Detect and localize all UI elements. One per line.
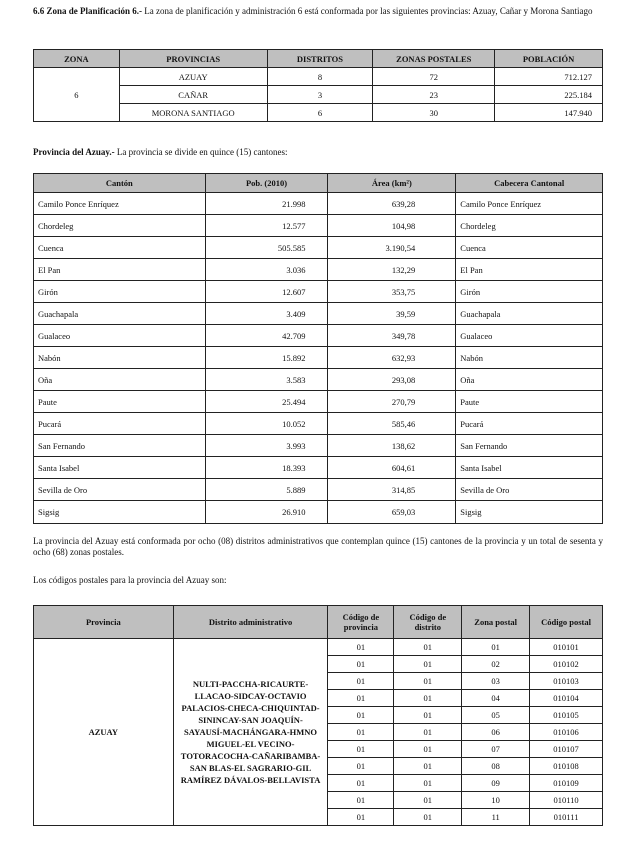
table-row: [34, 325, 603, 347]
canton-cell: Cuenca: [34, 237, 206, 259]
codigo-postal-cell: 010110: [530, 792, 603, 809]
poblacion-cell: 5.889: [205, 479, 328, 501]
zona-postal-cell: 07: [462, 741, 530, 758]
codigo-postal-cell: 010109: [530, 775, 603, 792]
area-cell: 639,28: [328, 193, 456, 215]
codigo-provincia-cell: 01: [328, 809, 394, 826]
canton-cell: Girón: [34, 281, 206, 303]
canton-cell: Paute: [34, 391, 206, 413]
codigo-distrito-cell: 01: [394, 809, 462, 826]
zona-postal-cell: 01: [462, 639, 530, 656]
area-cell: 604,61: [328, 457, 456, 479]
cabecera-cell: Gualaceo: [456, 325, 603, 347]
area-cell: 138,62: [328, 435, 456, 457]
cantones-table-header: [34, 174, 603, 193]
table-row: [34, 68, 603, 86]
table-row: [34, 303, 603, 325]
area-cell: 632,93: [328, 347, 456, 369]
cabecera-cell: Oña: [456, 369, 603, 391]
zona-postal-cell: 10: [462, 792, 530, 809]
area-cell: 585,46: [328, 413, 456, 435]
codigo-postal-cell: 010111: [530, 809, 603, 826]
zona-postal-cell: 04: [462, 690, 530, 707]
canton-cell: Chordeleg: [34, 215, 206, 237]
zonas-postales-cell: 72: [373, 68, 495, 86]
codigo-distrito-cell: 01: [394, 673, 462, 690]
canton-cell: Camilo Ponce Enríquez: [34, 193, 206, 215]
poblacion-cell: 12.577: [205, 215, 328, 237]
zona-postal-cell: 06: [462, 724, 530, 741]
cabecera-cell: Santa Isabel: [456, 457, 603, 479]
table-row: [34, 86, 603, 104]
zona-postal-cell: 02: [462, 656, 530, 673]
canton-cell: Nabón: [34, 347, 206, 369]
codigo-provincia-cell: 01: [328, 639, 394, 656]
provincia-cell: CAÑAR: [119, 86, 267, 104]
codigo-postal-cell: 010107: [530, 741, 603, 758]
cantones-body: [34, 193, 603, 524]
codigo-postal-cell: 010106: [530, 724, 603, 741]
codigo-provincia-cell: 01: [328, 758, 394, 775]
azuay-intro-paragraph: [33, 147, 288, 158]
codigo-distrito-cell: 01: [394, 758, 462, 775]
codigo-distrito-cell: 01: [394, 707, 462, 724]
poblacion-cell: 21.998: [205, 193, 328, 215]
area-cell: 293,08: [328, 369, 456, 391]
cabecera-cell: Guachapala: [456, 303, 603, 325]
area-cell: 132,29: [328, 259, 456, 281]
codigo-provincia-cell: 01: [328, 656, 394, 673]
provincia-cell: MORONA SANTIAGO: [119, 104, 267, 122]
table-row: [34, 413, 603, 435]
header-cell: Cabecera Cantonal: [456, 174, 603, 193]
cabecera-cell: Camilo Ponce Enríquez: [456, 193, 603, 215]
codigo-distrito-cell: 01: [394, 775, 462, 792]
header-cell: PROVINCIAS: [119, 50, 267, 68]
canton-cell: Guachapala: [34, 303, 206, 325]
table-row: [34, 457, 603, 479]
codigo-provincia-cell: 01: [328, 741, 394, 758]
poblacion-cell: 3.409: [205, 303, 328, 325]
zonas-postales-cell: 30: [373, 104, 495, 122]
header-cell: Zona postal: [462, 606, 530, 639]
codigo-postal-cell: 010105: [530, 707, 603, 724]
poblacion-cell: 10.052: [205, 413, 328, 435]
poblacion-cell: 712.127: [495, 68, 603, 86]
poblacion-cell: 225.184: [495, 86, 603, 104]
table-row: [34, 237, 603, 259]
codigo-postal-cell: 010104: [530, 690, 603, 707]
poblacion-cell: 18.393: [205, 457, 328, 479]
codigo-postal-cell: 010101: [530, 639, 603, 656]
zona-cell: 6: [34, 68, 120, 122]
header-cell: Pob. (2010): [205, 174, 328, 193]
table-row: [34, 435, 603, 457]
table-row: [34, 391, 603, 413]
zona-postal-cell: 09: [462, 775, 530, 792]
table-row: [34, 259, 603, 281]
cabecera-cell: Sigsig: [456, 501, 603, 524]
area-cell: 314,85: [328, 479, 456, 501]
area-cell: 659,03: [328, 501, 456, 524]
codigos-postales-table: [33, 605, 603, 826]
poblacion-cell: 147.940: [495, 104, 603, 122]
canton-cell: Gualaceo: [34, 325, 206, 347]
header-cell: Provincia: [34, 606, 174, 639]
poblacion-cell: 3.036: [205, 259, 328, 281]
intro-paragraph: [33, 6, 598, 17]
table-row: [34, 104, 603, 122]
codigo-distrito-cell: 01: [394, 690, 462, 707]
poblacion-cell: 42.709: [205, 325, 328, 347]
cabecera-cell: Girón: [456, 281, 603, 303]
poblacion-cell: 12.607: [205, 281, 328, 303]
poblacion-cell: 3.993: [205, 435, 328, 457]
codigo-distrito-cell: 01: [394, 741, 462, 758]
codigo-distrito-cell: 01: [394, 656, 462, 673]
canton-cell: Pucará: [34, 413, 206, 435]
cabecera-cell: Pucará: [456, 413, 603, 435]
provincia-cell: AZUAY: [119, 68, 267, 86]
poblacion-cell: 25.494: [205, 391, 328, 413]
cabecera-cell: Cuenca: [456, 237, 603, 259]
zona-postal-cell: 03: [462, 673, 530, 690]
header-cell: Código de provincia: [328, 606, 394, 639]
distritos-paragraph: La provincia del Azuay está conformada por ocho (08) distritos administrativos que contemplan quince (15) cantones de la provincia y un total de sesenta y ocho (68) zonas postales.: [33, 536, 603, 557]
canton-cell: Oña: [34, 369, 206, 391]
poblacion-cell: 3.583: [205, 369, 328, 391]
distritos-cell: 6: [267, 104, 373, 122]
header-cell: ZONA: [34, 50, 120, 68]
poblacion-cell: 26.910: [205, 501, 328, 524]
codigo-distrito-cell: 01: [394, 792, 462, 809]
area-cell: 3.190,54: [328, 237, 456, 259]
table-row: [34, 215, 603, 237]
postal-body: [34, 639, 603, 826]
table-row: [34, 501, 603, 524]
header-cell: Código de distrito: [394, 606, 462, 639]
header-cell: ZONAS POSTALES: [373, 50, 495, 68]
cantones-table: [33, 173, 603, 524]
area-cell: 353,75: [328, 281, 456, 303]
intro-text: La zona de planificación y administración 6 está conformada por las siguientes provincias: Azuay, Cañar y Morona Santiago: [144, 6, 593, 16]
area-cell: 39,59: [328, 303, 456, 325]
canton-cell: El Pan: [34, 259, 206, 281]
intro-heading: 6.6 Zona de Planificación 6.-: [33, 6, 143, 16]
area-cell: 104,98: [328, 215, 456, 237]
codigo-provincia-cell: 01: [328, 707, 394, 724]
codigo-distrito-cell: 01: [394, 639, 462, 656]
header-cell: Área (km²): [328, 174, 456, 193]
poblacion-cell: 505.585: [205, 237, 328, 259]
area-cell: 270,79: [328, 391, 456, 413]
codigo-provincia-cell: 01: [328, 775, 394, 792]
header-cell: DISTRITOS: [267, 50, 373, 68]
zona-postal-cell: 05: [462, 707, 530, 724]
cabecera-cell: El Pan: [456, 259, 603, 281]
codigo-provincia-cell: 01: [328, 690, 394, 707]
canton-cell: Santa Isabel: [34, 457, 206, 479]
header-cell: Distrito administrativo: [173, 606, 328, 639]
table-row: [34, 369, 603, 391]
table-row: [34, 193, 603, 215]
zona-table-header: [34, 50, 603, 68]
canton-cell: Sevilla de Oro: [34, 479, 206, 501]
azuay-heading: Provincia del Azuay.-: [33, 147, 115, 157]
azuay-text: La provincia se divide en quince (15) cantones:: [116, 147, 288, 157]
codigo-postal-cell: 010103: [530, 673, 603, 690]
distrito-cell: NULTI-PACCHA-RICAURTE-LLACAO-SIDCAY-OCTAVIO PALACIOS-CHECA-CHIQUINTAD-SININCAY-SAN JOAQUÍN-SAYAUSÍ-MACHÁNGARA-HMNO MIGUEL-EL VECINO-TOTORACOCHA-CAÑARIBAMBA-SAN BLAS-EL SAGRARIO-GIL RAMÍREZ DÁVALOS-BELLAVISTA: [173, 639, 328, 826]
distritos-cell: 3: [267, 86, 373, 104]
cabecera-cell: Paute: [456, 391, 603, 413]
cabecera-cell: Sevilla de Oro: [456, 479, 603, 501]
table-row: [34, 281, 603, 303]
codigo-distrito-cell: 01: [394, 724, 462, 741]
table-row: [34, 347, 603, 369]
canton-cell: Sigsig: [34, 501, 206, 524]
table-row: [34, 639, 603, 656]
codigo-postal-cell: 010108: [530, 758, 603, 775]
zonas-postales-cell: 23: [373, 86, 495, 104]
canton-cell: San Fernando: [34, 435, 206, 457]
codigos-table-header: [34, 606, 603, 639]
zona-postal-cell: 08: [462, 758, 530, 775]
area-cell: 349,78: [328, 325, 456, 347]
codigo-postal-cell: 010102: [530, 656, 603, 673]
cabecera-cell: Nabón: [456, 347, 603, 369]
zona-table: [33, 49, 603, 122]
cabecera-cell: Chordeleg: [456, 215, 603, 237]
poblacion-cell: 15.892: [205, 347, 328, 369]
codigo-provincia-cell: 01: [328, 673, 394, 690]
distritos-cell: 8: [267, 68, 373, 86]
header-cell: Cantón: [34, 174, 206, 193]
codigo-provincia-cell: 01: [328, 724, 394, 741]
header-cell: POBLACIÓN: [495, 50, 603, 68]
zona-postal-cell: 11: [462, 809, 530, 826]
header-cell: Código postal: [530, 606, 603, 639]
table-row: [34, 479, 603, 501]
codigos-paragraph: Los códigos postales para la provincia del Azuay son:: [33, 575, 227, 585]
codigo-provincia-cell: 01: [328, 792, 394, 809]
cabecera-cell: San Fernando: [456, 435, 603, 457]
provincia-cell: AZUAY: [34, 639, 174, 826]
